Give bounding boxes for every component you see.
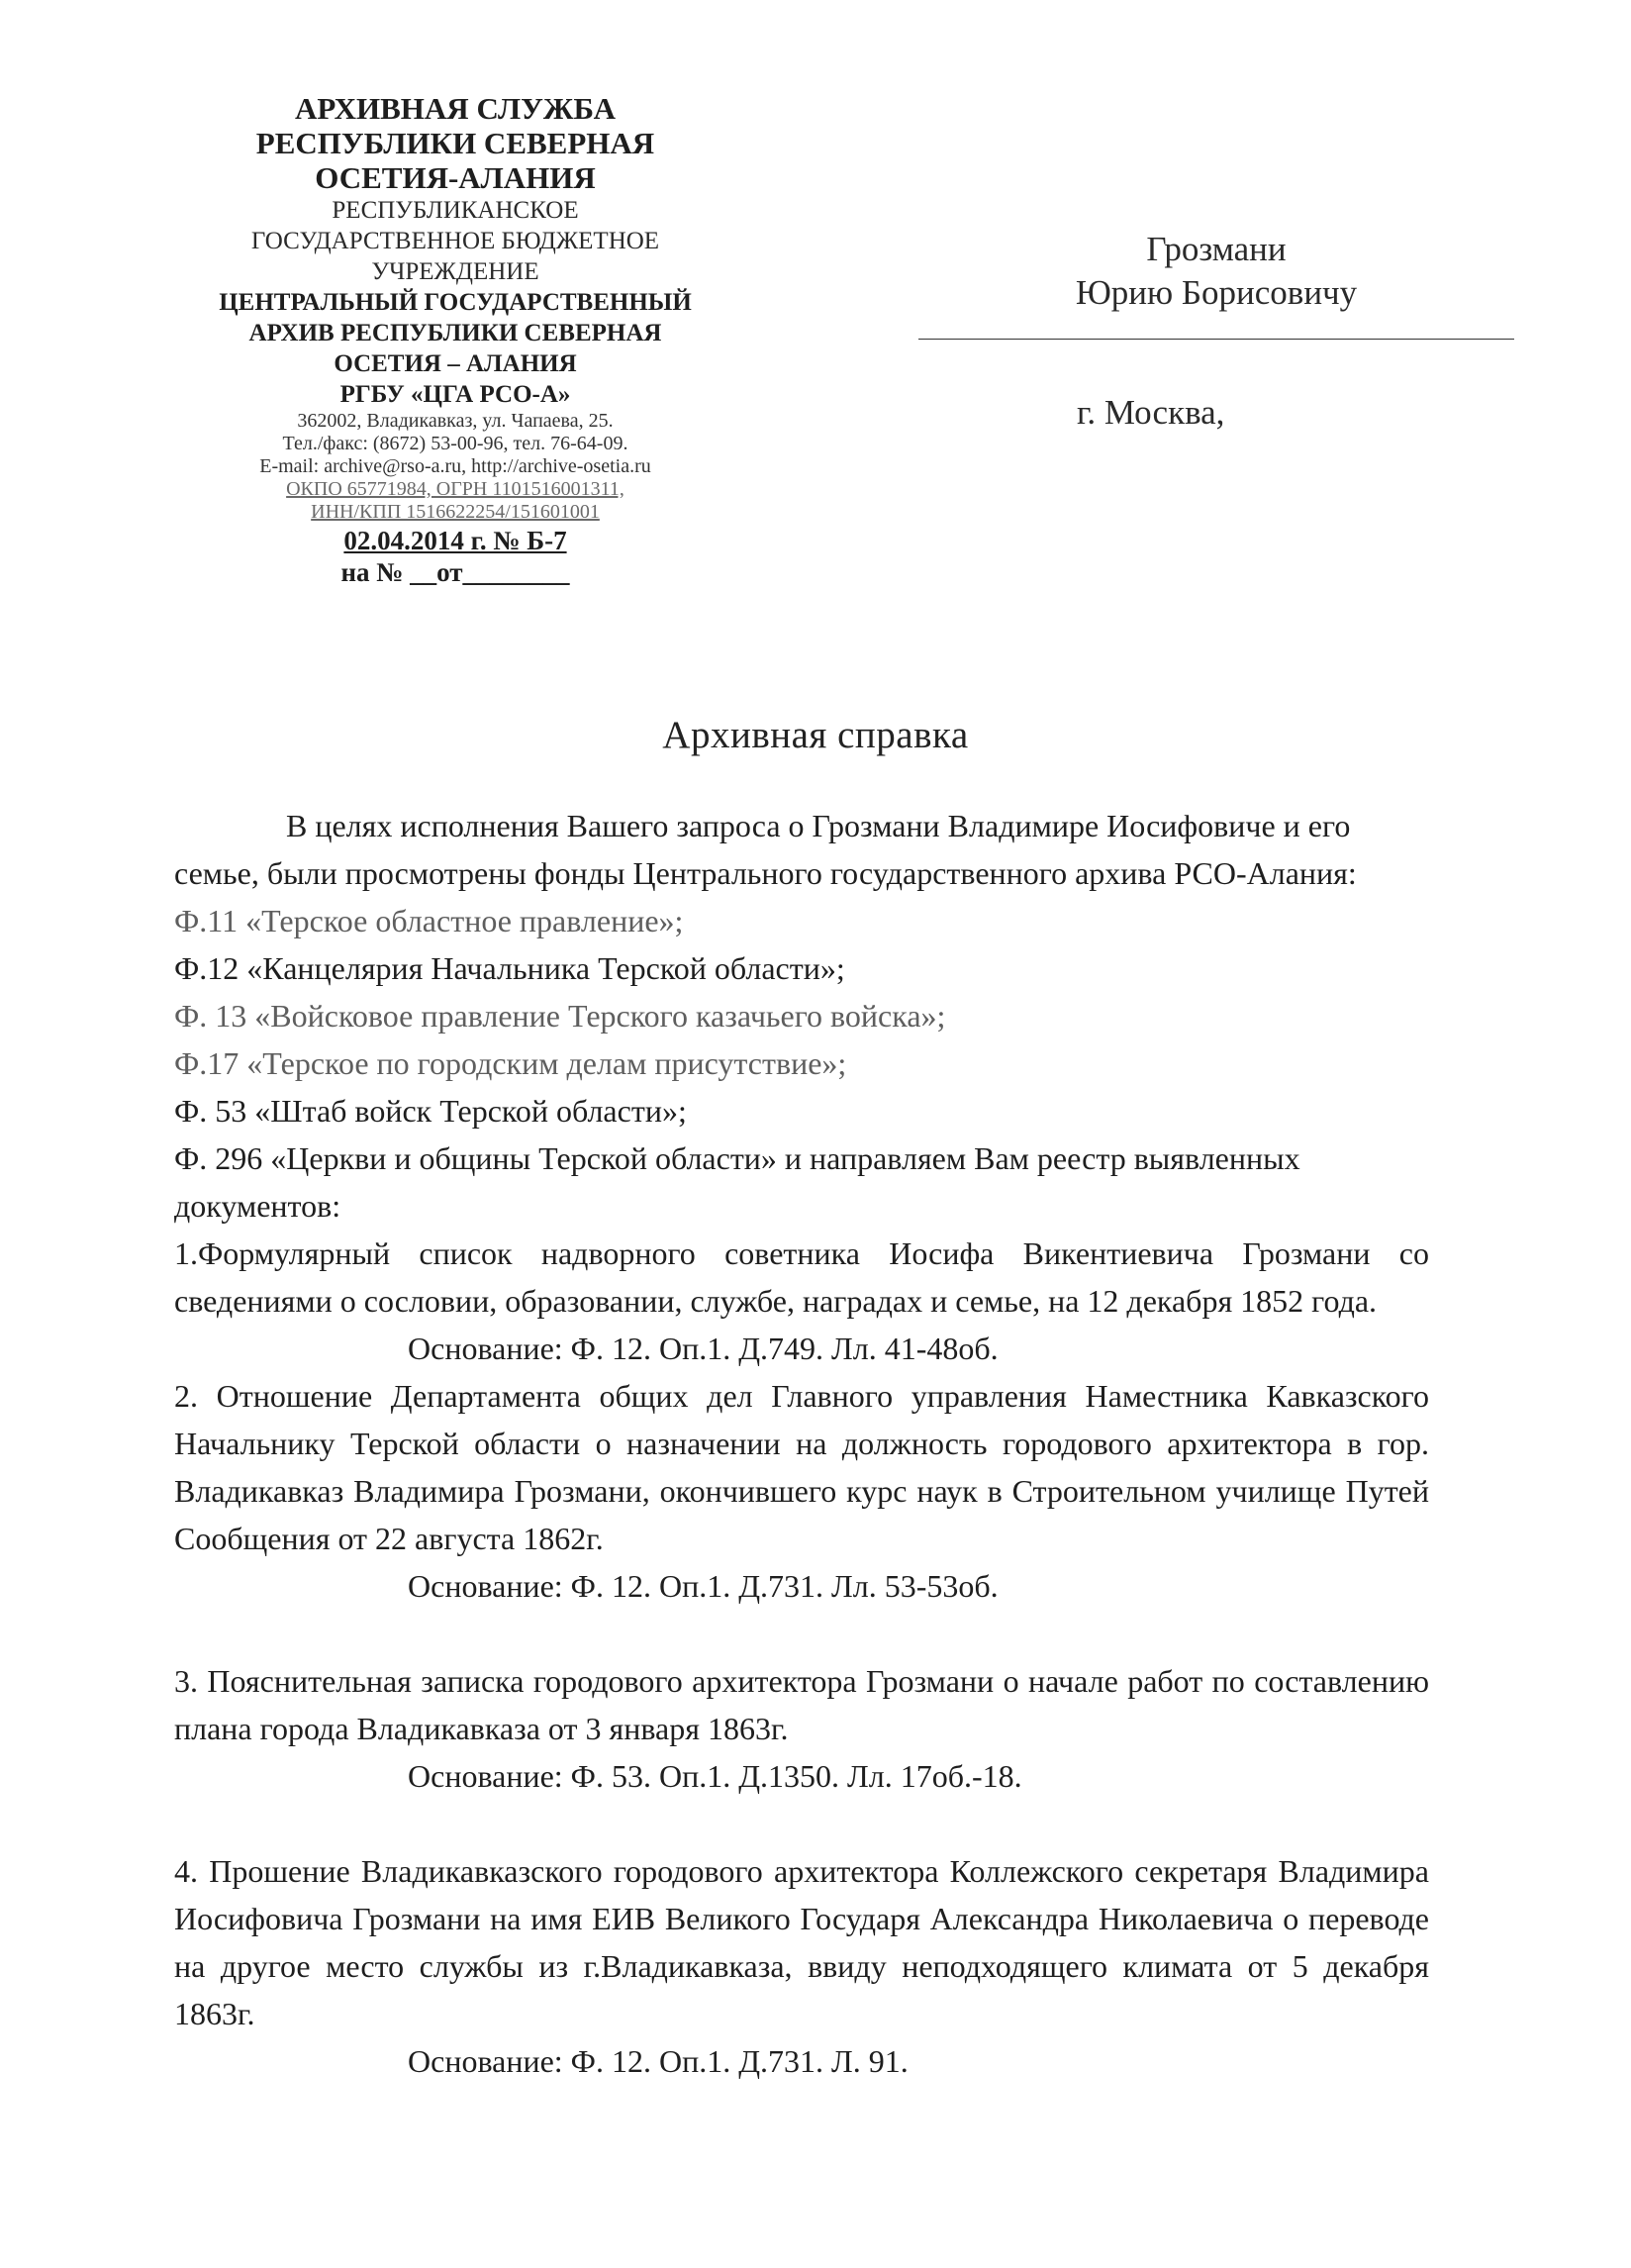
inn-kpp: ИНН/КПП 1516622254/151601001 xyxy=(311,501,600,523)
registry-entry-basis: Основание: Ф. 12. Оп.1. Д.731. Лл. 53-53об. xyxy=(408,1568,999,1604)
archive-short-name: РГБУ «ЦГА РСО-А» xyxy=(339,381,571,408)
registry-entry-text: 4. Прошение Владикавказского городового архитектора Коллежского секретаря Владимира Иосифовича Грозмани на имя ЕИВ Великого Государя Александра Николаевича о переводе на другое место службы из г.Владикавказа, ввиду неподходящего климата от 5 декабря 1863г. xyxy=(174,1853,1429,2031)
fond-item: Ф. 296 «Церкви и общины Терской области» и направляем Вам реестр выявленных документов: xyxy=(174,1140,1300,1224)
archive-name-line: АРХИВ РЕСПУБЛИКИ СЕВЕРНАЯ xyxy=(248,320,662,346)
letterhead xyxy=(203,91,708,589)
archive-name-line: ЦЕНТРАЛЬНЫЙ ГОСУДАРСТВЕННЫЙ xyxy=(219,289,692,316)
postal-address: 362002, Владикавказ, ул. Чапаева, 25. xyxy=(297,410,614,432)
document-date-number: 02.04.2014 г. № Б-7 xyxy=(343,526,567,555)
registry-entry-text: 2. Отношение Департамента общих дел Главного управления Наместника Кавказского Начальнику Терской области о назначении на должность городового архитектора в гор. Владикавказ Владимира Грозмани, окончившего курс наук в Строительном училище Путей Сообщения от 22 августа 1862г. xyxy=(174,1378,1429,1556)
recipient-name: Юрию Борисовичу xyxy=(1075,273,1358,312)
phone-fax: Тел./факс: (8672) 53-00-96, тел. 76-64-09. xyxy=(282,433,628,454)
registry-entry-basis: Основание: Ф. 12. Оп.1. Д.749. Лл. 41-48об. xyxy=(408,1331,999,1366)
archive-name-line: ОСЕТИЯ – АЛАНИЯ xyxy=(334,350,577,377)
recipient-block xyxy=(918,228,1514,435)
document-title: Архивная справка xyxy=(662,714,969,756)
institution-type-line: РЕСПУБЛИКАНСКОЕ xyxy=(332,197,579,224)
fond-item: Ф.11 «Терское областное правление»; xyxy=(174,903,684,938)
spacer xyxy=(174,1800,1429,1847)
registry-entry-basis: Основание: Ф. 53. Оп.1. Д.1350. Лл. 17об.-18. xyxy=(408,1758,1022,1794)
institution-type-line: ГОСУДАРСТВЕННОЕ БЮДЖЕТНОЕ xyxy=(250,228,660,254)
fond-item: Ф. 13 «Войсковое правление Терского казачьего войска»; xyxy=(174,998,946,1034)
address-rule xyxy=(918,339,1514,340)
intro-paragraph: В целях исполнения Вашего запроса о Грозмани Владимире Иосифовиче и его семье, были просмотрены фонды Центрального государственного архива РСО-Алания: xyxy=(174,808,1357,891)
registry-entry-text: 1.Формулярный список надворного советника Иосифа Викентиевича Грозмани со сведениями о сословии, образовании, службе, наградах и семье, на 12 декабря 1852 года. xyxy=(174,1235,1429,1319)
fond-item: Ф. 53 «Штаб войск Терской области»; xyxy=(174,1093,687,1129)
spacer xyxy=(174,1610,1429,1657)
registry-entry-text: 3. Пояснительная записка городового архитектора Грозмани о начале работ по составлению плана города Владикавказа от 3 января 1863г. xyxy=(174,1663,1429,1746)
org-name-line: АРХИВНАЯ СЛУЖБА xyxy=(294,91,617,126)
recipient-surname: Грозмани xyxy=(1146,230,1287,268)
fond-item: Ф.12 «Канцелярия Начальника Терской области»; xyxy=(174,950,845,986)
document-body xyxy=(174,802,1429,2085)
okpo-ogrn: ОКПО 65771984, ОГРН 1101516001311, xyxy=(286,478,624,500)
recipient-city: г. Москва, xyxy=(1077,393,1225,432)
reference-number: на № __от________ xyxy=(340,557,570,587)
org-name-line: РЕСПУБЛИКИ СЕВЕРНАЯ xyxy=(255,126,655,160)
institution-type-line: УЧРЕЖДЕНИЕ xyxy=(371,258,539,285)
fonds-list xyxy=(174,897,1429,1230)
org-name-line: ОСЕТИЯ-АЛАНИЯ xyxy=(315,160,596,195)
fond-item: Ф.17 «Терское по городским делам присутствие»; xyxy=(174,1045,847,1081)
email-website: E-mail: archive@rso-a.ru, http://archive-osetia.ru xyxy=(259,455,651,477)
registry-entry-basis: Основание: Ф. 12. Оп.1. Д.731. Л. 91. xyxy=(408,2043,909,2079)
